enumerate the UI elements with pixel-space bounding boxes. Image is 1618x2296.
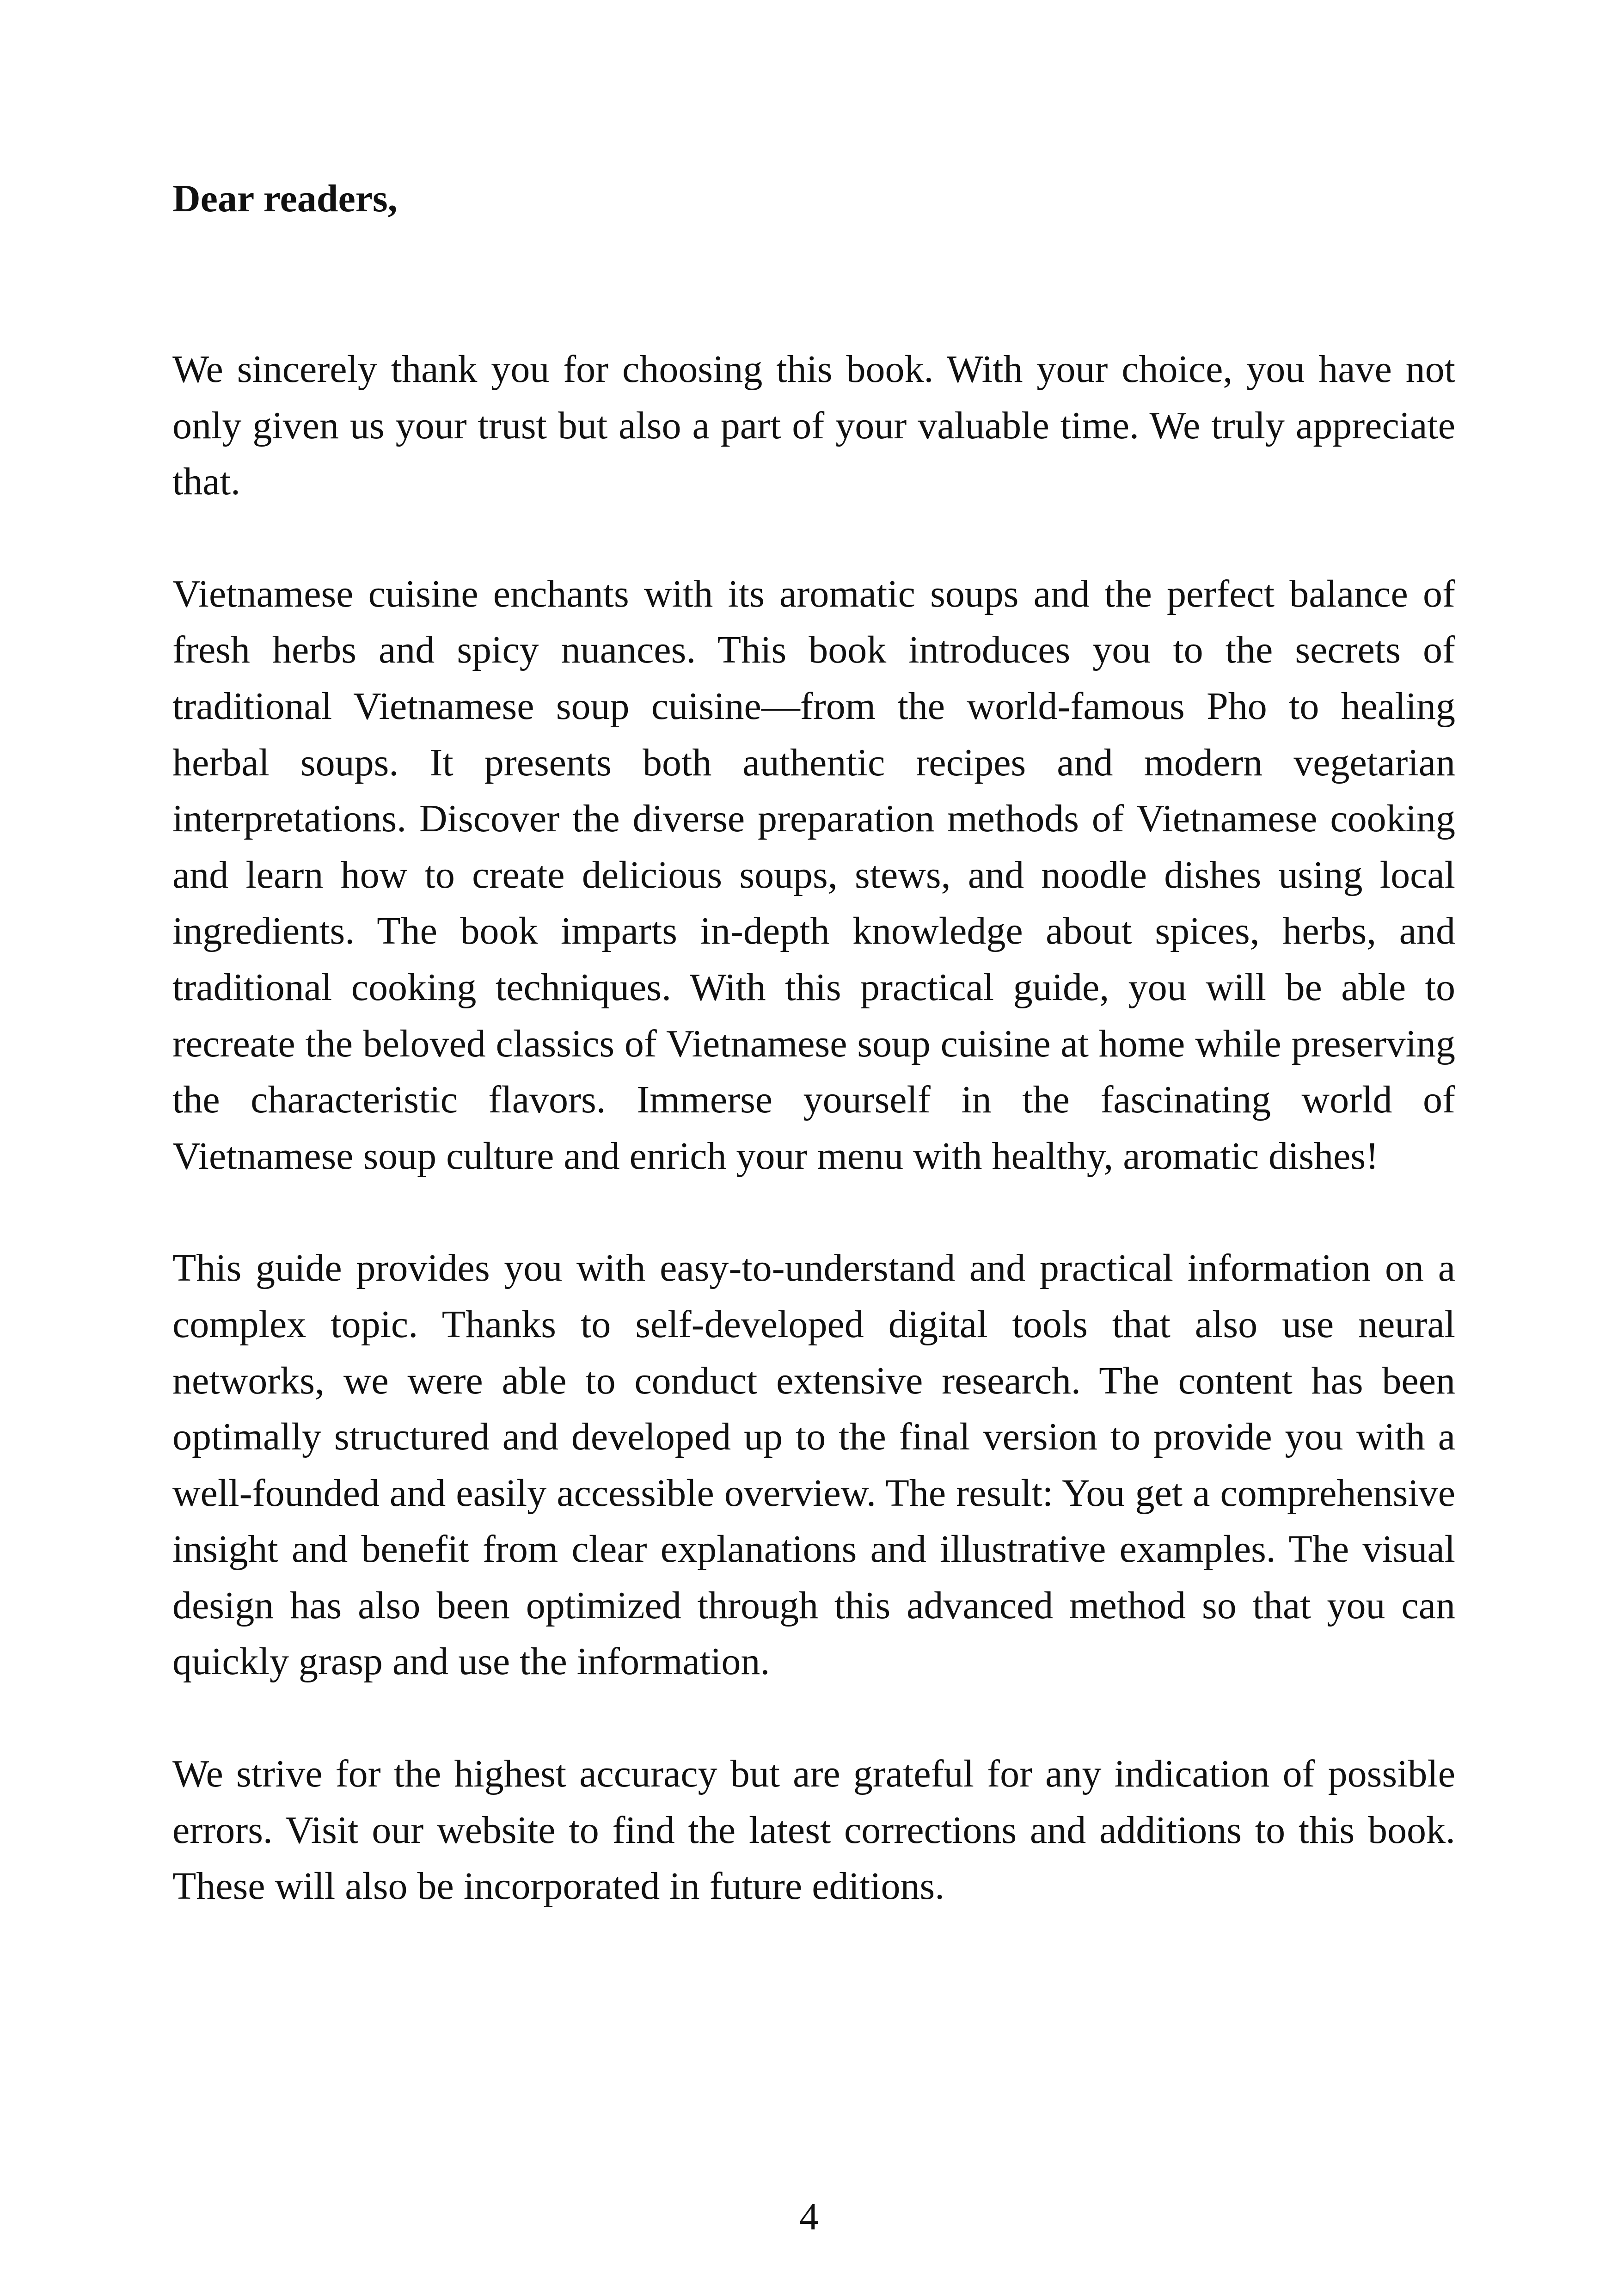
paragraph-errors-corrections: We strive for the highest accuracy but are grateful for any indication of possible errors. Visit our website to find the latest corrections and additions to this book. These will also be incorporated in future editions. <box>172 1752 1455 1908</box>
paragraph-guide-methodology: This guide provides you with easy-to-understand and practical information on a complex topic. Thanks to self-developed digital tools that also use neural networks, we were able to conduct extensive research. The content has been optimally structured and developed up to the final version to provide you with a well-founded and easily accessible overview. The result: You get a comprehensive insight and benefit from clear explanations and illustrative examples. The visual design has also been optimized through this advanced method so that you can quickly grasp and use the information. <box>172 1246 1455 1683</box>
paragraph-thank-you: We sincerely thank you for choosing this book. With your choice, you have not only given us your trust but also a part of your valuable time. We truly appreciate that. <box>172 348 1455 503</box>
paragraph-book-introduction: Vietnamese cuisine enchants with its aromatic soups and the perfect balance of fresh herbs and spicy nuances. This book introduces you to the secrets of traditional Vietnamese soup cuisine—from the world-famous Pho to healing herbal soups. It presents both authentic recipes and modern vegetarian interpretations. Discover the diverse preparation methods of Vietnamese cooking and learn how to create delicious soups, stews, and noodle dishes using local ingredients. The book imparts in-depth knowledge about spices, herbs, and traditional cooking techniques. With this practical guide, you will be able to recreate the beloved classics of Vietnamese soup cuisine at home while preserving the characteristic flavors. Immerse yourself in the fascinating world of Vietnamese soup culture and enrich your menu with healthy, aromatic dishes! <box>172 572 1455 1178</box>
salutation-heading: Dear readers, <box>172 177 398 220</box>
page-number: 4 <box>799 2195 819 2238</box>
body-text <box>172 341 1455 1971</box>
